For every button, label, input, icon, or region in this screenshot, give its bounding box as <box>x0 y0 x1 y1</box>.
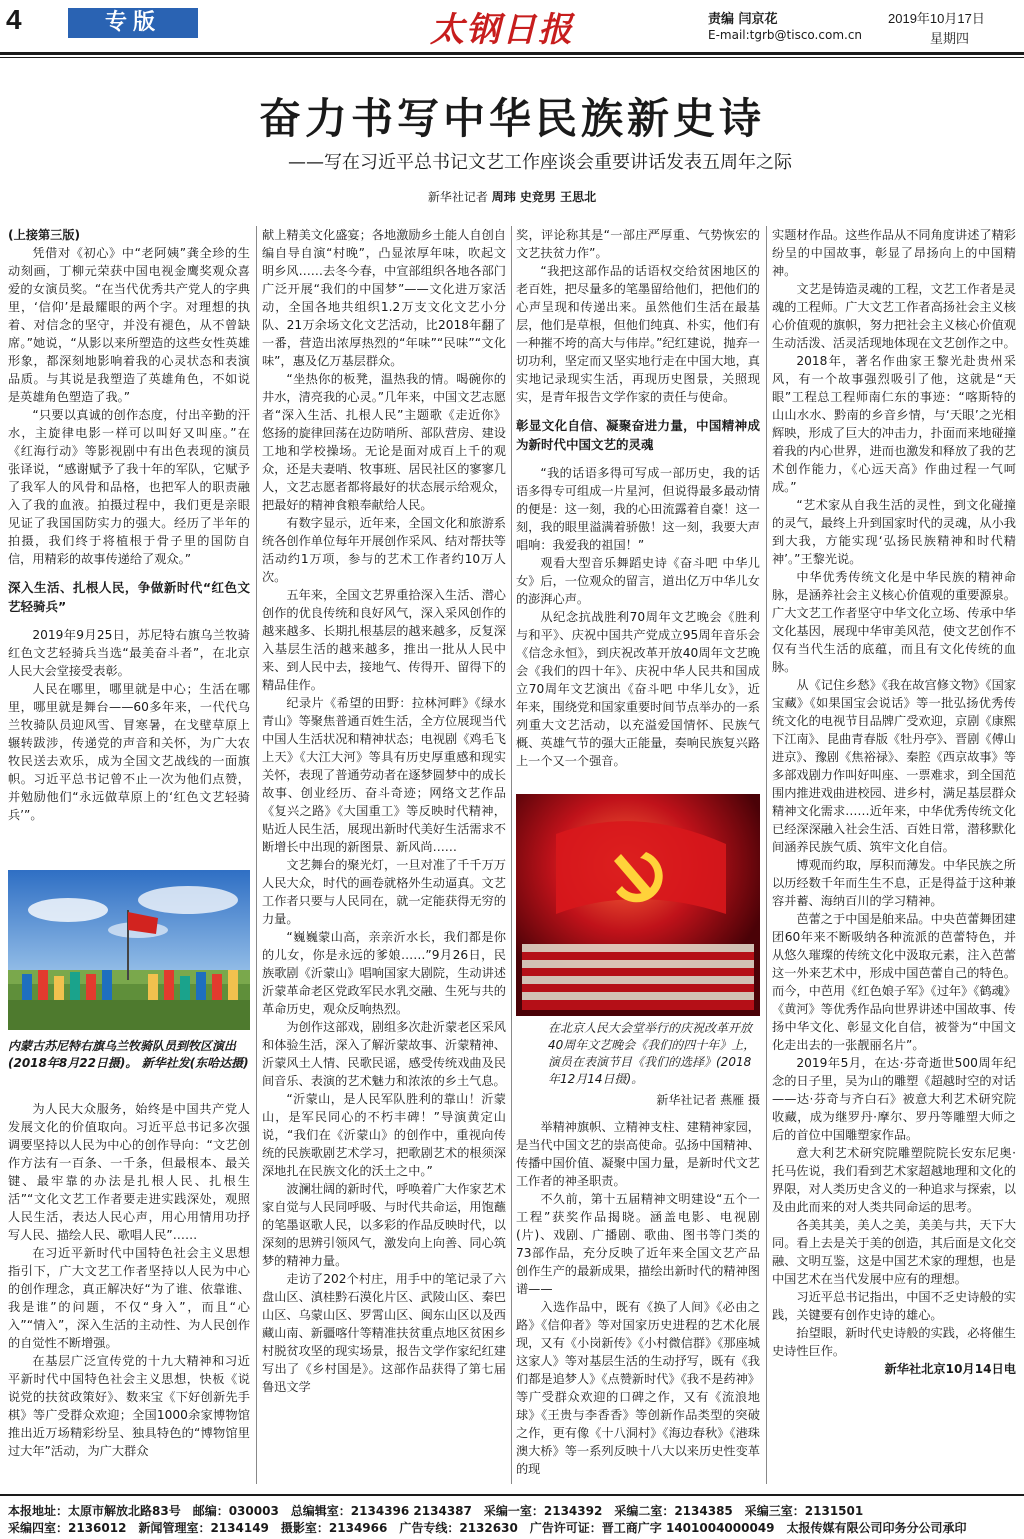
subheadline: ——写在习近平总书记文艺工作座谈会重要讲话发表五周年之际 <box>288 152 792 173</box>
photo-caption-1: 内蒙古苏尼特右旗乌兰牧骑队员到牧区演出(2018年8月22日摄)。 新华社发(东哈达摄) <box>8 1039 249 1070</box>
editor-credit: 责编 闫京花 <box>708 12 778 27</box>
paragraph: 文艺舞台的聚光灯，一旦对准了千千万万人民大众，时代的画卷就格外生动逼真。文艺工作者只要与人民同在，就一定能获得无穷的力量。 <box>262 858 506 926</box>
column-divider <box>766 226 767 1484</box>
paragraph: 举精神旗帜、立精神支柱、建精神家园，是当代中国文艺的崇高使命。弘扬中国精神、传播中国价值、凝聚中国力量，是新时代文艺工作者的神圣职责。 <box>516 1120 760 1188</box>
issue-weekday: 星期四 <box>930 32 970 47</box>
issue-date: 2019年10月17日 <box>888 11 985 26</box>
paragraph: “我把这部作品的话语权交给贫困地区的老百姓，把尽量多的笔墨留给他们，把他们的心声呈现和传递出来。虽然他们生活在最基层，他们是草根，但他们纯真、朴实，他们有一种摧不垮的高大与伟岸。”纪红建说，抛弃一切功利，坚定而又坚实地行走在中国大地，真实地记录现实生活，再现历史图景，关照现实，是青年报告文学作家的责任与使命。 <box>516 264 760 404</box>
paragraph: 习近平总书记指出，中国不乏史诗般的实践，关键要有创作史诗的雄心。 <box>772 1290 1016 1322</box>
paragraph: 为创作这部戏，剧组多次赴沂蒙老区采风和体验生活，深入了解沂蒙故事、沂蒙精神、沂蒙风土人情、民歌民谣，感受传统戏曲及民间音乐、表演的艺术魅力和浓浓的乡土气息。 <box>262 1020 506 1088</box>
footer-rule <box>0 1494 1024 1496</box>
article-column-3-lower <box>516 1118 760 1484</box>
article-column-4 <box>772 226 1016 1484</box>
paragraph: 文艺是铸造灵魂的工程，文艺工作者是灵魂的工程师。广大文艺工作者高扬社会主义核心价值观的旗帜，努力把社会主义核心价值观生动活泼、活灵活现地体现在文艺创作之中。 <box>772 282 1016 350</box>
paragraph: 奖，评论称其是“一部庄严厚重、气势恢宏的文艺扶贫力作”。 <box>516 228 760 260</box>
continued-note: (上接第三版) <box>8 228 81 242</box>
caption-text: 在北京人民大会堂举行的庆祝改革开放40周年文艺晚会《我们的四十年》上，演员在表演节目《我们的选择》(2018年12月14日摄)。 <box>548 1021 756 1086</box>
section-heading: 彰显文化自信、凝聚奋进力量，中国精神成为新时代中国文艺的灵魂 <box>516 418 760 452</box>
paragraph: 意大利艺术研究院雕塑院院长安东尼奥·托马佐说，我们看到艺术家超越地理和文化的界限，对人类历史含义的一种追求与探索，以及由此而来的对人类共同命运的思考。 <box>772 1146 1016 1214</box>
paragraph: “只要以真诚的创作态度，付出辛勤的汗水，主旋律电影一样可以叫好又叫座。”在《红海行动》等影视剧中有出色表现的演员张译说，“感谢赋予了我十年的军队，它赋予了我军人的风骨和品格，也把军人的职责融入了我的血液。拍摄过程中，我们更是亲眼见证了我国国防实力的强大。经历了半年的拍摄，我们终于将植根于骨子里的国防自信，用精彩的故事传递给了观众。” <box>8 408 250 566</box>
article-column-1 <box>8 226 250 866</box>
page-number: 4 <box>6 4 22 35</box>
paragraph: 在基层广泛宣传党的十九大精神和习近平新时代中国特色社会主义思想，快板《说说党的扶贫政策好》、数来宝《下好创新先手棋》等广受群众欢迎；全国1000余家博物馆推出近万场精彩纷呈、独具特色的“博物馆里过大年”活动，为广大群众 <box>8 1354 250 1458</box>
section-heading: 深入生活、扎根人民，争做新时代“红色文艺轻骑兵” <box>8 580 250 614</box>
paragraph: 2019年5月，在达·芬奇逝世500周年纪念的日子里，吴为山的雕塑《超越时空的对话——达·芬奇与齐白石》被意大利艺术研究院收藏，成为继罗丹·摩尔、罗丹等雕塑大师之后的首位中国雕塑家作品。 <box>772 1056 1016 1142</box>
dateline-signature: 新华社北京10月14日电 <box>884 1362 1016 1376</box>
paragraph: 从《记住乡愁》《我在故宫修文物》《国家宝藏》《如果国宝会说话》等一批弘扬优秀传统文化的电视节目品牌广受欢迎，京剧《康熙下江南》、昆曲青春版《牡丹亭》、晋剧《傅山进京》、豫剧《焦裕禄》、秦腔《西京故事》等多部戏剧力作叫好叫座、一票难求，到全国范围内推进戏曲进校园、进乡村，满足基层群众精神文化需求……近年来，中华优秀传统文化已经深深融入社会生活、百姓日常，潜移默化间涵养民族气质、筑牢文化自信。 <box>772 678 1016 854</box>
paragraph: 芭蕾之于中国是舶来品。中央芭蕾舞团建团60年来不断吸纳各种流派的芭蕾特色，并从悠久璀璨的传统文化中汲取元素，注入芭蕾这一外来艺术中，形成中国芭蕾自己的特色。而今，中芭用《红色娘子军》《过年》《鹤魂》《黄河》等优秀作品向世界讲述中国故事、传扬中华文化、彰显文化自信，被誉为“中国文化走出去的一张靓丽名片”。 <box>772 912 1016 1052</box>
paragraph: “巍巍蒙山高，亲亲沂水长，我们都是你的儿女，你是永远的爹娘……”9月26日，民族歌剧《沂蒙山》唱响国家大剧院，生动讲述沂蒙革命老区党政军民水乳交融、生死与共的革命历史，观众反响热烈。 <box>262 930 506 1016</box>
headline: 奋力书写中华民族新史诗 <box>258 94 765 143</box>
paragraph: 中华优秀传统文化是中华民族的精神命脉，是涵养社会主义核心价值观的重要源泉。广大文艺工作者坚守中华文化立场、传承中华文化基因，展现中华审美风范，使文艺创作不仅有当代生活的底蕴，而且有文化传统的血脉。 <box>772 570 1016 674</box>
paragraph: 观看大型音乐舞蹈史诗《奋斗吧 中华儿女》后，一位观众的留言，道出亿万中华儿女的澎湃心声。 <box>516 556 760 606</box>
paragraph: “我的话语多得可写成一部历史，我的话语多得专可组成一片星河，但说得最多最动情的便是：这一刻，我的心田流露着自豪！这一刻，我的眼里溢满着骄傲！这一刻，我要大声唱响：我爱我的祖国！” <box>516 466 760 552</box>
masthead-rule-thin <box>0 57 1024 58</box>
paragraph: “沂蒙山，是人民军队胜利的靠山！沂蒙山，是军民同心的不朽丰碑！”导演黄定山说，“我们在《沂蒙山》的创作中，重视向传统的民族歌剧艺术学习，把歌剧艺术的根须深深地扎在民族文化的沃土之中。” <box>262 1092 506 1178</box>
paragraph: “艺术家从自我生活的灵性，到文化碰撞的灵气，最终上升到国家时代的灵魂，从小我到大我，方能实现‘弘扬民族精神和时代精神’。”王黎光说。 <box>772 498 1016 566</box>
photo-caption-2 <box>548 1020 760 1109</box>
photo-ulan-muqir-performance <box>8 870 250 1030</box>
paragraph: 五年来，全国文艺界重拾深入生活、潜心创作的优良传统和良好风气，深入采风创作的越来越多、长期扎根基层的越来越多，反复深入基层生活的越来越多，推出一批从人民中来、到人民中去，接地气、传得开、留得下的精品佳作。 <box>262 588 506 692</box>
paragraph: 2018年，著名作曲家王黎光赴贵州采风，有一个故事强烈吸引了他，这就是“天眼”工程总工程师南仁东的事迹：“喀斯特的山山水水、黔南的乡音乡情，与‘天眼’之光相辉映，形成了巨大的冲击力，扑面而来地碰撞着我的内心世界，进而也激发和释放了我的艺术创作能力，《心远天高》作曲过程一气呵成。” <box>772 354 1016 494</box>
section-label: 专版 <box>68 8 198 38</box>
paragraph: 人民在哪里，哪里就是中心；生活在哪里，哪里就是舞台——60多年来，一代代乌兰牧骑队员迎风雪、冒寒暑，在戈壁草原上辗转跋涉，传递党的声音和关怀，为广大农牧民送去欢乐，成为全国文艺战线的一面旗帜。习近平总书记曾不止一次为他们点赞，并勉励他们“永远做草原上的‘红色文艺轻骑兵’”。 <box>8 682 250 822</box>
paragraph: 有数字显示，近年来，全国文化和旅游系统各创作单位每年开展创作采风、结对帮扶等活动约1万项，参与的艺术工作者约10万人次。 <box>262 516 506 584</box>
grassland-performance-illustration <box>8 870 250 1030</box>
paragraph: 博观而约取，厚积而薄发。中华民族之所以历经数千年而生生不息，正是得益于这种兼容并蓄、海纳百川的学习精神。 <box>772 858 1016 908</box>
caption-credit: 新华社记者 燕雁 摄 <box>656 1093 760 1107</box>
paragraph: 从纪念抗战胜利70周年文艺晚会《胜利与和平》、庆祝中国共产党成立95周年音乐会《信念永恒》，到庆祝改革开放40周年文艺晚会《我们的四十年》、庆祝中华人民共和国成立70周年文艺演出《奋斗吧 中华儿女》，近年来，围绕党和国家重要时间节点举办的一系列重大文艺活动，以充溢爱国情怀、民族气概、英雄气节的强大正能量，奏响民族复兴路上一个又一个强音。 <box>516 610 760 768</box>
paragraph: 献上精美文化盛宴；各地激励乡土能人自创自编自导自演“村晚”，凸显浓厚年味，吹起文明乡风……去冬今春，中宣部组织各地各部门广泛开展“我们的中国梦”——文化进万家活动，全国各地共组织1.2万支文化文艺小分队、21万余场文化文艺活动，比2018年翻了一番，营造出浓厚热烈的“年味”“民味”“文化味”，惠及亿万基层群众。 <box>262 228 506 368</box>
paragraph: 走访了202个村庄，用手中的笔记录了六盘山区、滇桂黔石漠化片区、武陵山区、秦巴山区、乌蒙山区、罗霄山区、闽东山区以及西藏山南、新疆喀什等精准扶贫重点地区贫困乡村脱贫攻坚的现实场景，报告文学作家纪红建写出了《乡村国是》。这部作品获得了第七届鲁迅文学 <box>262 1272 506 1394</box>
paragraph: 2019年9月25日，苏尼特右旗乌兰牧骑红色文艺轻骑兵当选“最美奋斗者”，在北京人民大会堂接受表彰。 <box>8 628 250 678</box>
column-divider <box>511 226 512 1484</box>
masthead <box>0 0 1024 50</box>
column-divider <box>256 226 257 1484</box>
footer-contact-line-1: 本报地址：太原市解放北路83号 邮编：030003 总编辑室：2134396 2134387 采编一室：2134392 采编二室：2134385 采编三室：2131501 <box>8 1504 864 1518</box>
newspaper-logo: 太钢日报 <box>430 10 574 50</box>
masthead-rule <box>0 52 1024 55</box>
paragraph: 各美其美，美人之美，美美与共，天下大同。看上去是关于美的创造，其后面是文化交融、文明互鉴，这是中国艺术家的理想，也是中国艺术在当代发展中应有的理想。 <box>772 1218 1016 1286</box>
paragraph: 抬望眼，新时代史诗般的实践，必将催生史诗性巨作。 <box>772 1326 1016 1358</box>
party-flag-stage-illustration <box>516 794 760 1016</box>
photo-gala-performance <box>516 794 760 1016</box>
article-column-2 <box>262 226 506 1484</box>
paragraph: 纪录片《希望的田野：拉林河畔》《绿水青山》等聚焦普通百姓生活，全方位展现当代中国人生活状况和精神状态；电视剧《鸡毛飞上天》《大江大河》等具有历史厚重感和现实关怀，表现了普通劳动者在逐梦圆梦中的成长故事、创业经历、奋斗奇迹；网络文艺作品《复兴之路》《大国重工》等反映时代精神，贴近人民生活，展现出新时代美好生活需求不断增长中出现的新图景、新风尚…… <box>262 696 506 854</box>
paragraph: “坐热你的板凳，温热我的情。喝碗你的井水，清亮我的心灵。”几年来，中国文艺志愿者“深入生活、扎根人民”主题歌《走近你》悠扬的旋律回荡在边防哨所、部队营房、建设工地和学校操场。无论是面对成百上千的观众，还是夫妻哨、牧事班、居民社区的寥寥几人，文艺志愿者都将最好的状态展示给观众，把最好的精神食粮奉献给人民。 <box>262 372 506 512</box>
byline-authors: 周玮 史竞男 王思北 <box>491 190 597 204</box>
byline <box>0 188 1024 205</box>
paragraph: 波澜壮阔的新时代，呼唤着广大作家艺术家自觉与人民同呼吸、与时代共命运，用饱蘸的笔墨讴歌人民，以多彩的作品反映时代，以深刻的思辨引领风气，激发向上向善、同心筑梦的精神力量。 <box>262 1182 506 1268</box>
article-column-3 <box>516 226 760 791</box>
editor-email: E-mail:tgrb@tisco.com.cn <box>708 28 863 42</box>
paragraph: 实题材作品。这些作品从不同角度讲述了精彩纷呈的中国故事，彰显了昂扬向上的中国精神。 <box>772 228 1016 278</box>
paragraph: 凭借对《初心》中“老阿姨”龚全珍的生动刻画，丁柳元荣获中国电视金鹰奖观众喜爱的女演员奖。“在当代优秀共产党人的字典里，‘信仰’是最耀眼的两个字。对理想的执着、对信念的坚守，并没有褪色，从不曾缺席。”她说，“从影以来所塑造的这些女性英雄形象，都深刻地影响着我的心灵状态和表演品质。与其说是我塑造了英雄角色，不如说是英雄角色塑造了我。” <box>8 246 250 404</box>
paragraph: 不久前，第十五届精神文明建设“五个一工程”获奖作品揭晓。涵盖电影、电视剧(片)、戏剧、广播剧、歌曲、图书等门类的73部作品，充分反映了近年来全国文艺产品创作生产的最新成果，描绘出新时代的精神图谱—— <box>516 1192 760 1296</box>
byline-prefix: 新华社记者 <box>427 190 488 204</box>
paragraph: 为人民大众服务，始终是中国共产党人发展文化的价值取向。习近平总书记多次强调要坚持以人民为中心的创作导向：“文艺创作方法有一百条、一千条，但最根本、最关键、最牢靠的办法是扎根人民、扎根生活”“文化文艺工作者要走进实践深处，观照人民生活，表达人民心声，用心用情用功抒写人民、描绘人民、歌唱人民”…… <box>8 1102 250 1242</box>
article-column-1-lower <box>8 1100 250 1484</box>
paragraph: 入选作品中，既有《换了人间》《必由之路》《信仰者》等对国家历史进程的艺术化展现，又有《小岗新传》《小村微信群》《那座城这家人》等对基层生活的生动抒写，既有《我们都是追梦人》《点赞新时代》《我不是药神》等广受群众欢迎的口碑之作，又有《流浪地球》《王贵与李香香》等创新作品类型的突破之作，更有像《十八洞村》《海边春秋》《港珠澳大桥》等一系列反映十八大以来历史性变革的现 <box>516 1300 760 1476</box>
paragraph: 在习近平新时代中国特色社会主义思想指引下，广大文艺工作者坚持以人民为中心的创作理念，真正解决好“为了谁、依靠谁、我是谁”的问题，不仅“身入”，而且“心入”“情入”，深入生活的主动性、为人民创作的自觉性不断增强。 <box>8 1246 250 1350</box>
footer-contact-line-2: 采编四室：2136012 新闻管理室：2134149 摄影室：2134966 广告专线：2132630 广告许可证：晋工商广字 1401004000049 太报传媒有限公司印务分公司承印 <box>8 1521 967 1535</box>
